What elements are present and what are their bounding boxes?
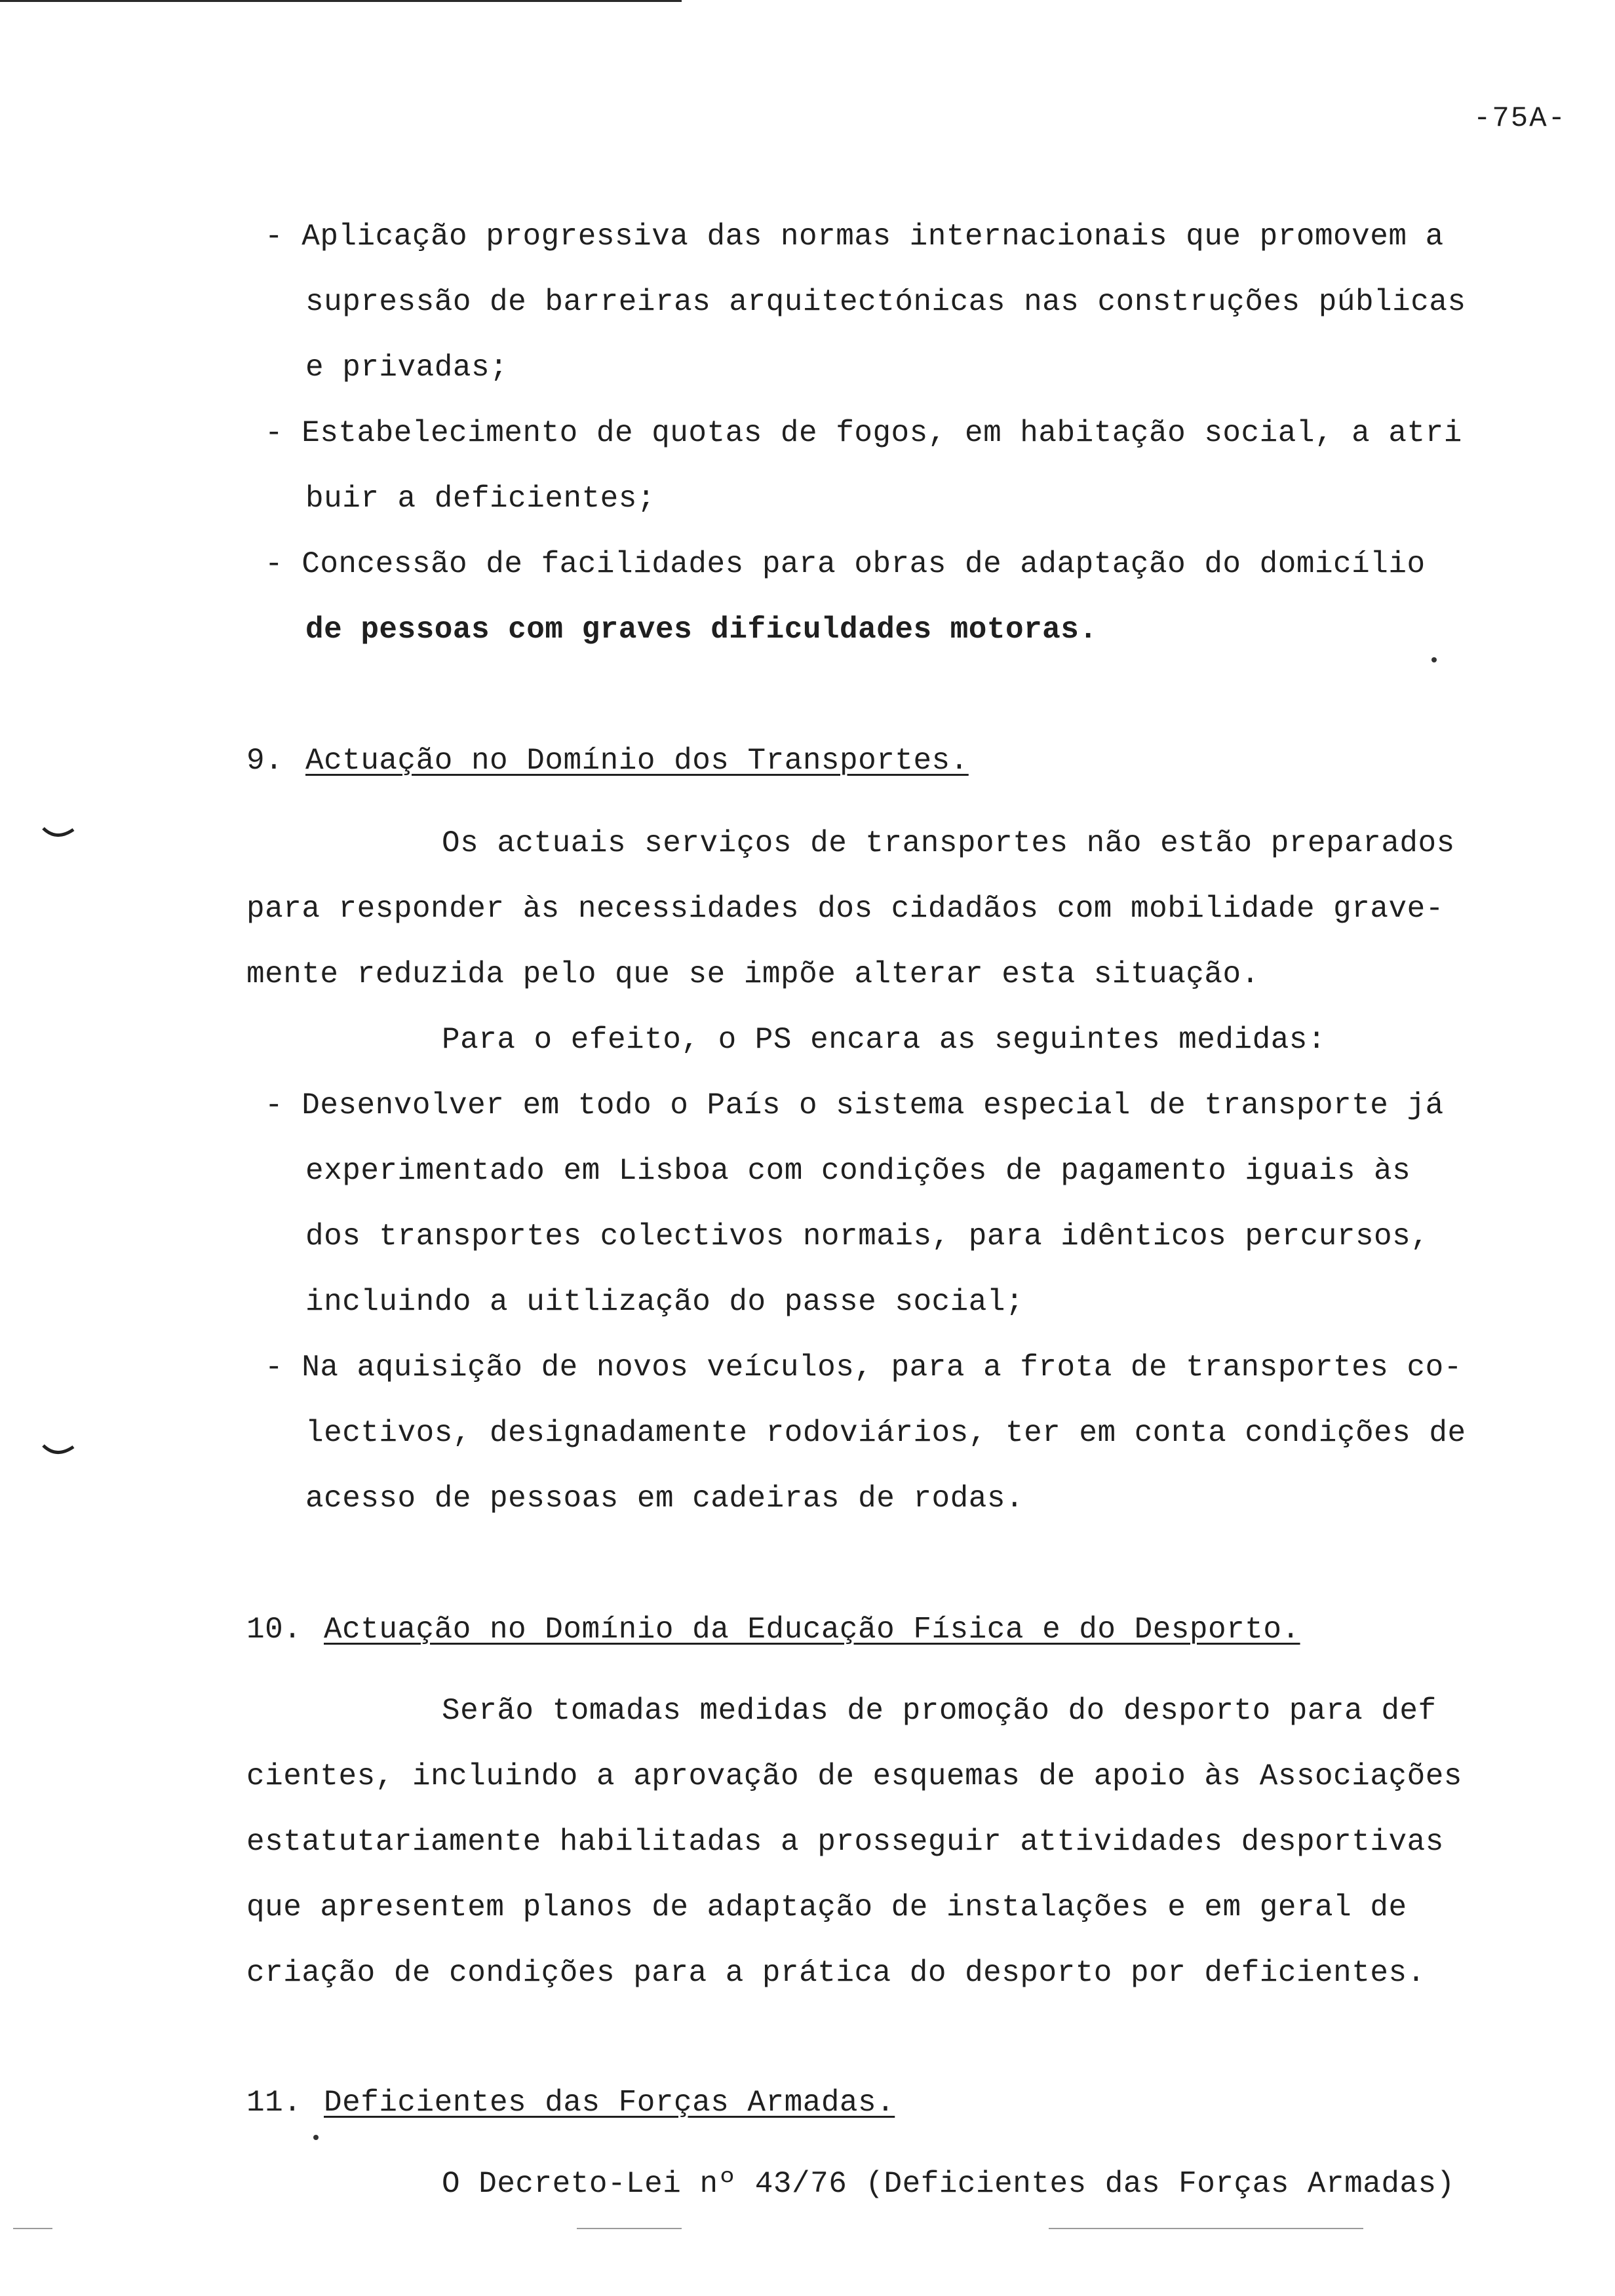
list-item-line: experimentado em Lisboa com condições de pagamento iguais às bbox=[305, 1154, 1411, 1188]
ink-speck bbox=[313, 2135, 319, 2140]
section-number: 11. bbox=[246, 2086, 321, 2120]
margin-check-mark bbox=[39, 824, 79, 844]
list-item-line: acesso de pessoas em cadeiras de rodas. bbox=[305, 1482, 1024, 1516]
list-item-line: de pessoas com graves dificuldades motoras. bbox=[305, 613, 1098, 647]
section-heading: Actuação no Domínio dos Transportes. bbox=[305, 744, 969, 778]
list-item-line: - Concessão de facilidades para obras de adaptação do domicílio bbox=[265, 547, 1426, 581]
scan-noise bbox=[13, 2228, 52, 2229]
paragraph-line: que apresentem planos de adaptação de instalações e em geral de bbox=[246, 1890, 1407, 1924]
section-number: 9. bbox=[246, 744, 302, 778]
paragraph-line: para responder às necessidades dos cidadãos com mobilidade grave- bbox=[246, 892, 1444, 926]
paragraph-line: Serão tomadas medidas de promoção do desporto para def bbox=[442, 1694, 1437, 1728]
paragraph-line: Para o efeito, o PS encara as seguintes medidas: bbox=[442, 1023, 1327, 1057]
list-item-line: incluindo a uitlização do passe social; bbox=[305, 1285, 1024, 1319]
list-item-line: - Na aquisição de novos veículos, para a frota de transportes co- bbox=[265, 1350, 1462, 1385]
list-item-line: buir a deficientes; bbox=[305, 482, 655, 516]
paragraph-line: Os actuais serviços de transportes não estão preparados bbox=[442, 826, 1455, 860]
paragraph-line: mente reduzida pelo que se impõe alterar esta situação. bbox=[246, 957, 1260, 991]
list-item-line: e privadas; bbox=[305, 351, 509, 385]
margin-check-mark bbox=[39, 1442, 79, 1461]
list-item-line: - Aplicação progressiva das normas internacionais que promovem a bbox=[265, 220, 1444, 254]
paragraph-line: estatutariamente habilitadas a prosseguir attividades desportivas bbox=[246, 1825, 1444, 1859]
paragraph-line: O Decreto-Lei nº 43/76 (Deficientes das Forças Armadas) bbox=[442, 2167, 1455, 2201]
page-number: -75A- bbox=[1473, 102, 1567, 135]
list-item-line: supressão de barreiras arquitectónicas nas construções públicas bbox=[305, 285, 1466, 319]
section-number: 10. bbox=[246, 1613, 321, 1647]
top-rule bbox=[0, 0, 682, 2]
paragraph-line: cientes, incluindo a aprovação de esquemas de apoio às Associações bbox=[246, 1759, 1462, 1793]
list-item-line: - Estabelecimento de quotas de fogos, em habitação social, a atri bbox=[265, 416, 1462, 450]
paragraph-line: criação de condições para a prática do desporto por deficientes. bbox=[246, 1956, 1426, 1990]
ink-speck bbox=[1431, 657, 1437, 662]
scan-noise bbox=[577, 2228, 682, 2229]
scan-noise bbox=[1049, 2228, 1363, 2229]
list-item-line: dos transportes colectivos normais, para idênticos percursos, bbox=[305, 1219, 1430, 1253]
section-heading: Deficientes das Forças Armadas. bbox=[324, 2086, 895, 2120]
list-item-line: - Desenvolver em todo o País o sistema especial de transporte já bbox=[265, 1088, 1444, 1122]
list-item-line: lectivos, designadamente rodoviários, ter em conta condições de bbox=[305, 1416, 1466, 1450]
section-heading: Actuação no Domínio da Educação Física e do Desporto. bbox=[324, 1613, 1300, 1647]
